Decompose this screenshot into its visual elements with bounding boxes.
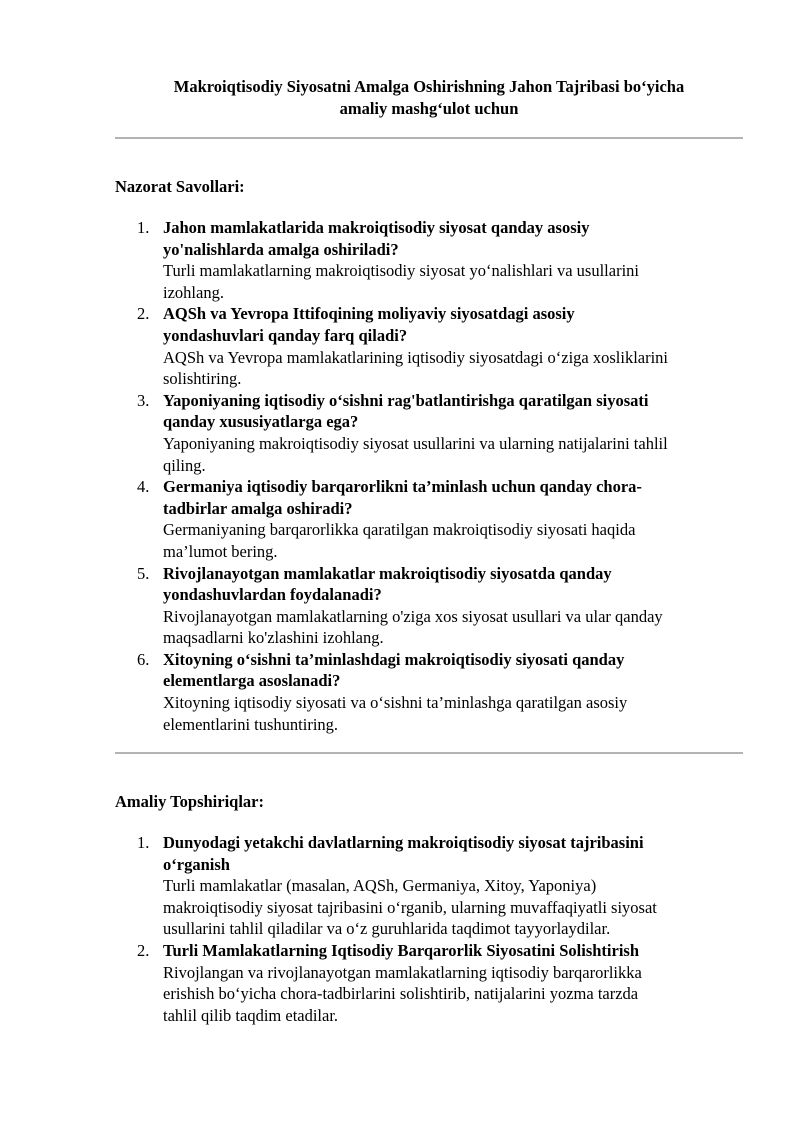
question-line: Germaniya iqtisodiy barqarorlikni ta’minlash uchun qanday chora- — [163, 477, 642, 497]
list-item — [115, 563, 755, 649]
description-line: qiling. — [163, 455, 206, 475]
control-questions-heading: Nazorat Savollari: — [115, 177, 245, 196]
description-line: usullarini tahlil qiladilar va o‘z guruhlarida taqdimot tayyorlaydilar. — [163, 919, 611, 939]
description-line: Turli mamlakatlar (masalan, AQSh, Germaniya, Xitoy, Yaponiya) — [163, 876, 597, 896]
middle-divider — [115, 752, 743, 754]
practical-tasks-heading: Amaliy Topshiriqlar: — [115, 792, 264, 811]
task-title-line: Turli Mamlakatlarning Iqtisodiy Barqarorlik Siyosatini Solishtirish — [163, 940, 640, 960]
question-line: AQSh va Yevropa Ittifoqining moliyaviy siyosatdagi asosiy — [163, 304, 575, 324]
question-line: Rivojlanayotgan mamlakatlar makroiqtisodiy siyosatda qanday — [163, 563, 612, 583]
list-item — [115, 940, 755, 1026]
list-item — [115, 476, 755, 562]
description-line: Turli mamlakatlarning makroiqtisodiy siyosat yo‘nalishlari va usullarini — [163, 261, 639, 281]
description-line: izohlang. — [163, 282, 224, 302]
page-title-line-1: Makroiqtisodiy Siyosatni Amalga Oshirishning Jahon Tajribasi bo‘yicha — [173, 77, 685, 96]
item-number: 6. — [137, 649, 150, 669]
top-divider — [115, 137, 743, 139]
item-number: 1. — [137, 218, 150, 237]
list-item — [115, 832, 755, 940]
question-line: yondashuvlari qanday farq qiladi? — [163, 325, 408, 345]
question-line: Yaponiyaning iqtisodiy o‘sishni rag'batlantirishga qaratilgan siyosati — [163, 390, 649, 410]
control-questions-list — [115, 217, 755, 735]
item-number: 3. — [137, 390, 150, 410]
description-line: tahlil qilib taqdim etadilar. — [163, 1005, 339, 1025]
description-line: ma’lumot bering. — [163, 541, 278, 561]
description-line: Rivojlangan va rivojlanayotgan mamlakatlarning iqtisodiy barqarorlikka — [163, 962, 642, 982]
task-title-line: Dunyodagi yetakchi davlatlarning makroiqtisodiy siyosat tajribasini — [163, 833, 644, 852]
description-line: solishtiring. — [163, 369, 242, 389]
description-line: maqsadlarni ko'zlashini izohlang. — [163, 628, 384, 648]
item-number: 1. — [137, 833, 150, 852]
description-line: Germaniyaning barqarorlikka qaratilgan makroiqtisodiy siyosati haqida — [163, 520, 636, 540]
question-line: yo'nalishlarda amalga oshiriladi? — [163, 239, 399, 259]
item-number: 2. — [137, 304, 150, 324]
question-line: qanday xususiyatlarga ega? — [163, 412, 359, 432]
description-line: elementlarini tushuntiring. — [163, 714, 339, 734]
question-line: yondashuvlardan foydalanadi? — [163, 585, 382, 605]
list-item — [115, 390, 755, 476]
description-line: AQSh va Yevropa mamlakatlarining iqtisodiy siyosatdagi o‘ziga xosliklarini — [163, 347, 669, 367]
list-item — [115, 303, 755, 389]
item-number: 5. — [137, 563, 150, 583]
list-item — [115, 217, 755, 303]
question-line: Jahon mamlakatlarida makroiqtisodiy siyosat qanday asosiy — [163, 218, 590, 237]
question-line: tadbirlar amalga oshiradi? — [163, 498, 353, 518]
list-item — [115, 649, 755, 735]
item-number: 2. — [137, 940, 150, 960]
description-line: Rivojlanayotgan mamlakatlarning o'ziga xos siyosat usullari va ular qanday — [163, 606, 663, 626]
page-title — [115, 76, 743, 120]
description-line: makroiqtisodiy siyosat tajribasini o‘rganib, ularning muvaffaqiyatli siyosat — [163, 897, 657, 917]
item-number: 4. — [137, 477, 150, 497]
practical-tasks-list — [115, 832, 755, 1026]
task-title-line: o‘rganish — [163, 854, 230, 874]
description-line: erishish bo‘yicha chora-tadbirlarini solishtirib, natijalarini yozma tarzda — [163, 984, 639, 1004]
description-line: Xitoyning iqtisodiy siyosati va o‘sishni ta’minlashga qaratilgan asosiy — [163, 693, 628, 713]
question-line: elementlarga asoslanadi? — [163, 671, 341, 691]
description-line: Yaponiyaning makroiqtisodiy siyosat usullarini va ularning natijalarini tahlil — [163, 433, 668, 453]
page-title-line-2: amaliy mashg‘ulot uchun — [339, 99, 519, 118]
question-line: Xitoyning o‘sishni ta’minlashdagi makroiqtisodiy siyosati qanday — [163, 649, 625, 669]
